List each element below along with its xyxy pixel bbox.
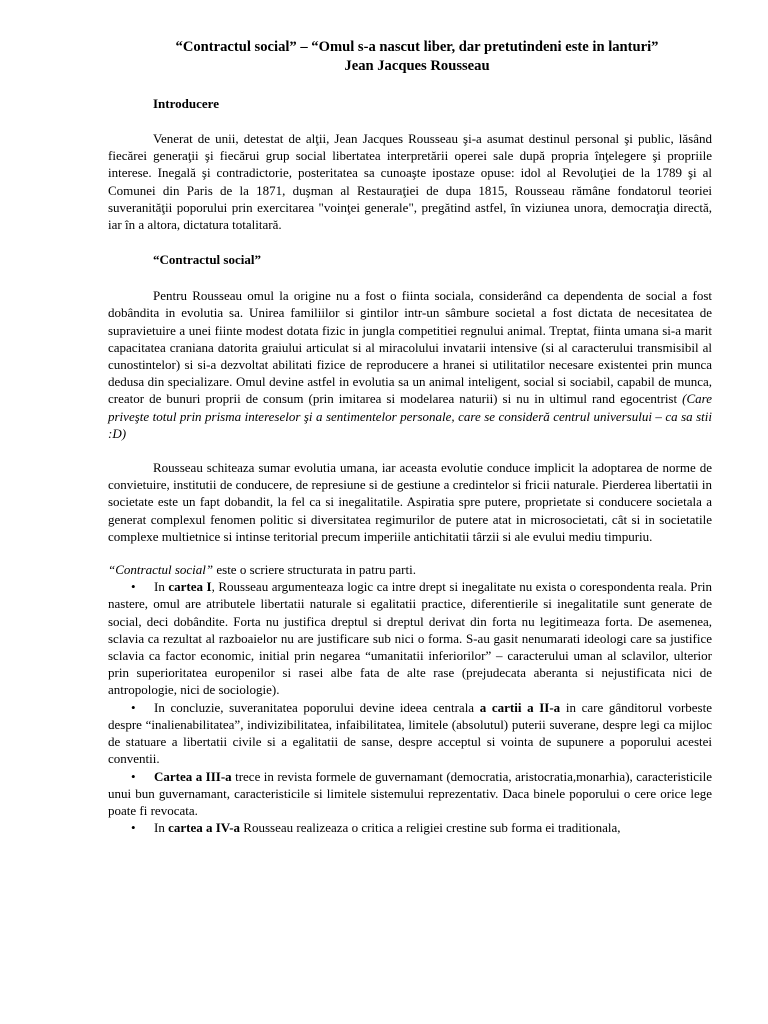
bullet-icon: • bbox=[131, 699, 136, 715]
book-4-text: Rousseau realizeaza o critica a religiei crestine sub forma ei traditionala, bbox=[240, 820, 621, 836]
book-4-label: cartea a IV-a bbox=[168, 820, 241, 836]
bullet-icon: • bbox=[131, 579, 136, 595]
paragraph-intro: Venerat de unii, detestat de alţii, Jean Jacques Rousseau şi-a asumat destinul personal şi public, lăsând fiecărei generaţii şi fiecărui grup social libertatea interpretării operei sale după propria înţelegere şi propriile interese. Inegală şi contradictorie, posteritatea sa cunoaşte ipostaze opuse: idol al Revoluţiei de la 1789 şi al Comunei din Paris de la 1871, duşman al Restauraţiei de dupa 1815, Rousseau rămâne fondatorul teoriei suveranităţii poporului prin exercitarea "voinţei generale", pregătind astfel, în viziunea unora, democraţia directă, iar în a altora, dictatura totalitară. bbox=[108, 131, 712, 233]
book-1-prefix: In bbox=[154, 579, 169, 595]
document-title bbox=[108, 38, 726, 76]
section-heading-contract: “Contractul social” bbox=[153, 252, 261, 268]
paragraph-origin bbox=[108, 287, 712, 442]
structure-lead bbox=[108, 561, 712, 578]
book-4-prefix: In bbox=[154, 820, 169, 836]
book-1-label: cartea I bbox=[168, 579, 212, 595]
title-line-2: Jean Jacques Rousseau bbox=[344, 58, 490, 74]
paragraph-origin-text: Pentru Rousseau omul la origine nu a fost o fiinta sociala, considerând ca dependenta de social a fost dobândita in evolutia sa. Unirea familiilor si gintilor intr-un sâmbure societal a fost dictata de necesitatea de supravietuire a unei fiinte modest dotata fizic in jungla competitiei regnului animal. Treptat, fiinta umana si-a marit capacitatea craniana datorita graiului articulat si al miracolului invatarii intensive (si al caracterului transmisibil al cunostintelor) si si-a dezvoltat abilitati fizice de reproducere a hranei si utilitatilor necesare existentei prin munca dedusa din specializare. Omul devine astfel in evolutia sa un animal inteligent, social si sociabil, capabil de munca, creator de bunuri proprii de consum (prin imitarea si modelarea naturii) si nu in ultimul rand egocentrist bbox=[108, 288, 712, 407]
list-item-book-4 bbox=[108, 819, 712, 836]
list-item-book-1 bbox=[108, 578, 712, 698]
paragraph-evolution: Rousseau schiteaza sumar evolutia umana, iar aceasta evolutie conduce implicit la adoptarea de norme de convietuire, institutii de conducere, de represiune si de gestiune a credintelor si fricii naturale. Pierderea libertatii in societate este un fapt dobandit, la fel ca si inegalitatile. Aspiratia spre putere, proprietate si conducere societala a generat complexul fenomen politic si diversitatea regimurilor de putere atat in microsocietati, cât si in societatile complexe multietnice si intinse teritorial precum imperiile antichitatii târzii si ale evului mediu timpuriu. bbox=[108, 460, 712, 544]
structure-lead-text: este o scriere structurata in patru parti. bbox=[213, 562, 416, 578]
book-3-text: trece in revista formele de guvernamant (democratia, aristocratia,monarhia), caracteristicile unui bun guvernamant, caracteristicile si limitele sistemului reprezentativ. Daca binele poporului o cere orice lege poate fi revocata. bbox=[108, 768, 712, 818]
section-heading-intro: Introducere bbox=[153, 96, 219, 111]
book-3-label: Cartea a III-a bbox=[154, 768, 232, 784]
bullet-icon: • bbox=[131, 768, 136, 784]
books-list bbox=[108, 578, 712, 836]
book-2-text: in care gânditorul vorbeste despre “inalienabilitatea”, indivizibilitatea, infaibilitatea, limitele (absolutul) puterii suverane, despre legi ca mijloc de statuare a libertatii civile si a egalitatii de sanse, despre acceptul si vointa de supunere a poporului acestei conventii. bbox=[108, 699, 712, 767]
bullet-icon: • bbox=[131, 820, 136, 836]
title-line-1: “Contractul social” – “Omul s-a nascut liber, dar pretutindeni este in lanturi” bbox=[175, 39, 659, 55]
book-2-prefix: In concluzie, suveranitatea poporului devine ideea centrala bbox=[154, 699, 480, 715]
book-2-label: a cartii a II-a bbox=[479, 699, 561, 715]
paragraph-origin-italic-note: (Care priveşte totul prin prisma intereselor şi a sentimentelor personale, care se consideră centrul universului – ca sa stii :D) bbox=[108, 391, 712, 441]
book-1-text: , Rousseau argumenteaza logic ca intre drept si inegalitate nu exista o corespondenta reala. Prin nastere, omul are atributele libertatii naturale si egalitatii practice, diferentierile si inegalitatile sunt generate de social, deci dobândite. Forta nu justifica dreptul si dreptul derivat din forta nu legitimeaza forta. De asemenea, sclavia ca rezultat al razboaielor nu are justificare sub nici o forma. S-au gasit nenumarati ideologi care sa justifice sclavia ca factor economic, initial prin negarea “umanitatii inferiorilor” – caracterului uman al sclavilor, ulterior prin superioritatea europenilor si rasei albe fata de alte rase (prejudecata aberanta si nejustificata nici de antropologie, nici de sociologie). bbox=[108, 579, 712, 698]
structure-lead-title: “Contractul social” bbox=[108, 562, 214, 578]
list-item-book-2 bbox=[108, 699, 712, 768]
list-item-book-3 bbox=[108, 768, 712, 820]
